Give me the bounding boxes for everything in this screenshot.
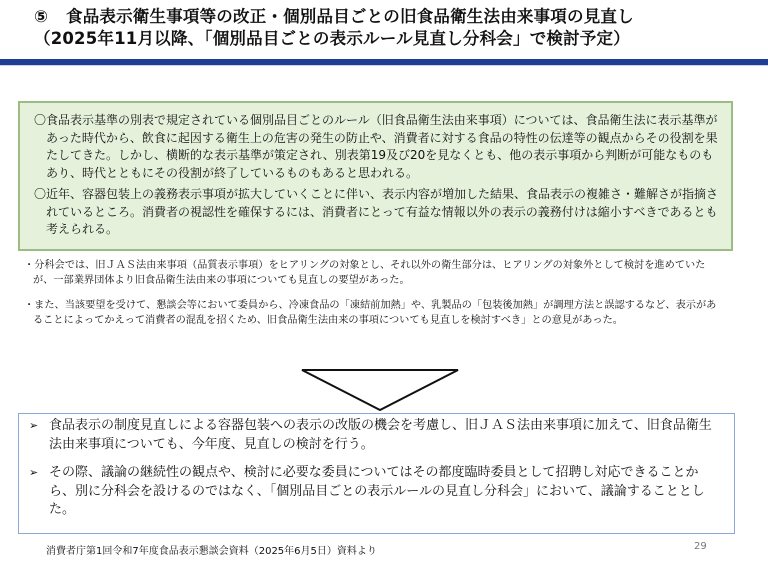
down-arrow-icon	[300, 368, 460, 412]
background-summary-box	[18, 101, 733, 251]
summary-paragraph-2: 〇近年、容器包装上の義務表示事項が拡大していくことに伴い、表示内容が増加した結果、食品表示の複雑さ・難解さが指摘されているところ。消費者の視認性を確保するには、消費者にとって有益な情報以外の表示の義務付けは縮小すべきであるとも考えられる。	[34, 187, 719, 236]
page-number: 29	[694, 541, 707, 552]
note-1: ・分科会では、旧ＪＡＳ法由来事項（品質表示事項）をヒアリングの対象とし、それ以外の衛生部分は、ヒアリングの対象外として検討を進めていたが、一部業界団体より旧食品衛生法由来の事項についても見直しの要望があった。	[24, 260, 706, 286]
arrow-bullet-icon: ➢	[29, 466, 39, 479]
source-note: 消費者庁第1回令和7年度食品表示懇談会資料（2025年6月5日）資料より	[46, 546, 377, 557]
conclusion-box	[18, 413, 735, 534]
summary-paragraph-1: 〇食品表示基準の別表で規定されている個別品目ごとのルール（旧食品衛生法由来事項）については、食品衛生法に表示基準があった時代から、飲食に起因する衛生上の危害の発生の防止や、消費者に対する食品の特性の伝達等の観点からその役割を果たしてきた。しかし、横断的な表示基準が策定され、別表第19及び20を見なくとも、他の表示事項から判断が可能なものもあり、時代とともにその役割が終了しているものもあると思われる。	[34, 113, 718, 180]
conclusion-item-2	[29, 464, 724, 520]
conclusion-text-2: その際、議論の継続性の観点や、検討に必要な委員についてはその都度臨時委員として招聘し対応できることから、別に分科会を設けるのではなく、「個別品目ごとの表示ルールの見直し分科会」において、議論することとした。	[49, 465, 705, 517]
arrow-bullet-icon: ➢	[29, 419, 39, 432]
title-line-1	[34, 6, 754, 28]
title-text-1: 食品表示衛生事項等の改正・個別品目ごとの旧食品衛生法由来事項の見直し	[66, 7, 634, 26]
page-title	[34, 6, 754, 50]
note-2: ・また、当該要望を受けて、懇談会等において委員から、冷凍食品の「凍結前加熱」や、乳製品の「包装後加熱」が調理方法と誤認するなど、表示があることによってかえって消費者の混乱を招くため、旧食品衛生法由来の事項についても見直しを検討すべき」との意見があった。	[24, 300, 717, 326]
conclusion-text-1: 食品表示の制度見直しによる容器包装への表示の改版の機会を考慮し、旧ＪＡＳ法由来事項に加えて、旧食品衛生法由来事項についても、今年度、見直しの検討を行う。	[49, 418, 712, 452]
notes-section	[24, 258, 724, 328]
title-divider	[0, 59, 768, 66]
conclusion-item-1	[29, 417, 724, 454]
title-line-2: （2025年11月以降、「個別品目ごとの表示ルール見直し分科会」で検討予定）	[34, 29, 630, 48]
title-number: ⑤	[34, 7, 49, 26]
